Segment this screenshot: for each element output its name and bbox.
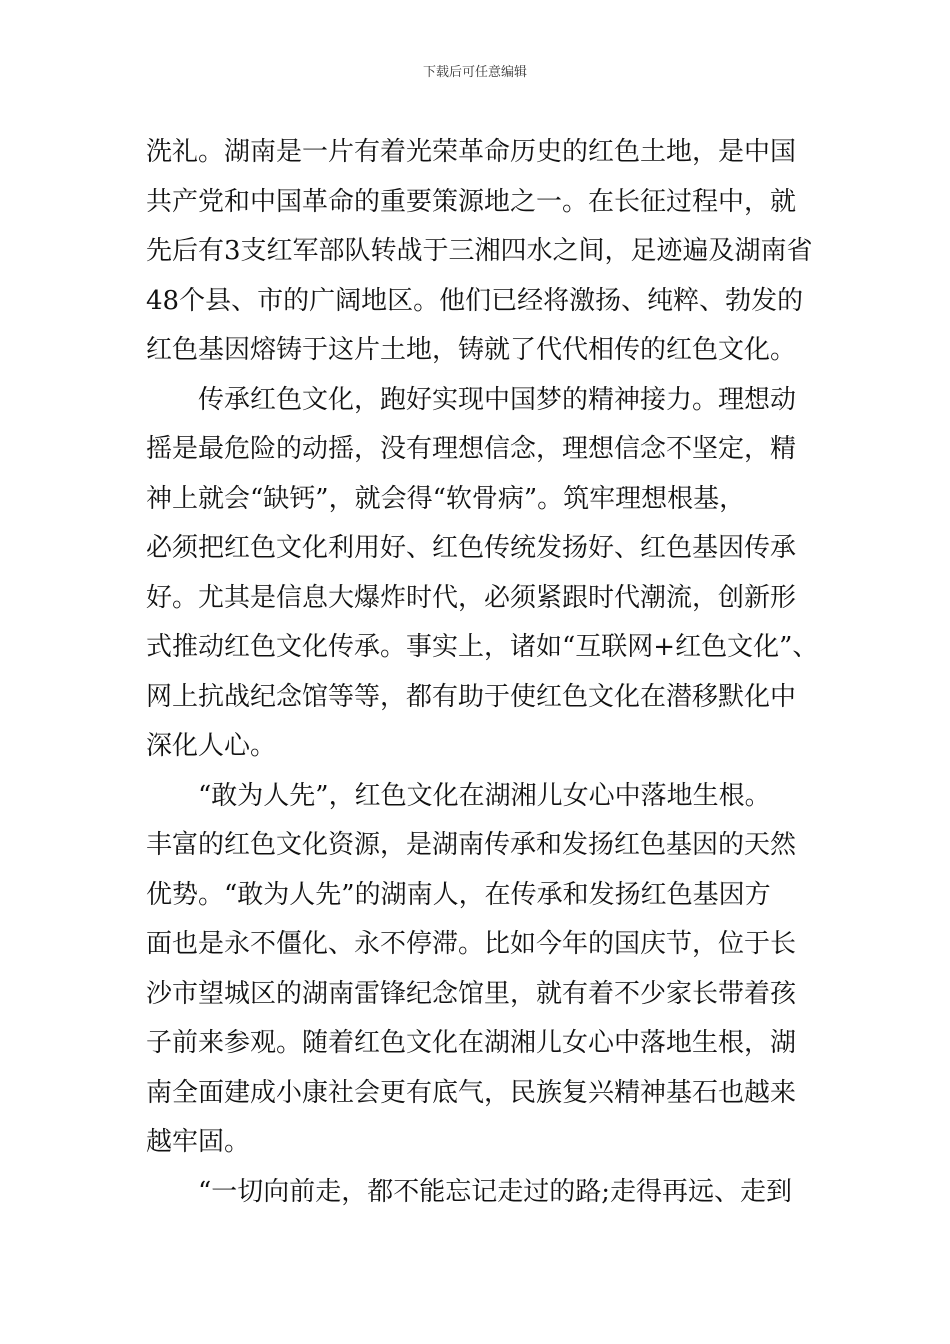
paragraph-3 (146, 772, 810, 1168)
text-line: “敢为人先”，红色文化在湖湘儿女心中落地生根。 (198, 780, 771, 811)
text-line: 红色基因熔铸于这片土地，铸就了代代相传的红色文化。 (146, 335, 797, 365)
text-line: 神上就会“缺钙”，就会得“软骨病”。筑牢理想根基， (146, 483, 746, 514)
text-line: 面也是永不僵化、永不停滞。比如今年的国庆节，位于长 (146, 929, 797, 959)
text-line: 南全面建成小康社会更有底气，民族复兴精神基石也越来 (146, 1077, 797, 1108)
text-line: 网上抗战纪念馆等等，都有助于使红色文化在潜移默化中 (146, 681, 797, 712)
paragraph-2 (146, 376, 819, 772)
text-line: 丰富的红色文化资源，是湖南传承和发扬红色基因的天然 (146, 830, 797, 860)
body-text (146, 128, 819, 1217)
text-line: 越牢固。 (146, 1127, 251, 1157)
text-line: 好。尤其是信息大爆炸时代，必须紧跟时代潮流，创新形 (146, 582, 797, 613)
text-line: 共产党和中国革命的重要策源地之一。在长征过程中，就 (146, 186, 797, 217)
text-line: 深化人心。 (146, 731, 277, 761)
text-line: 摇是最危险的动摇，没有理想信念，理想信念不坚定，精 (146, 434, 797, 464)
paragraph-1 (146, 128, 813, 376)
text-line: 48个县、市的广阔地区。他们已经将激扬、纯粹、勃发的 (146, 285, 804, 316)
text-line: 优势。“敢为人先”的湖南人，在传承和发扬红色基因方 (146, 879, 771, 910)
text-line: 必须把红色文化利用好、红色传统发扬好、红色基因传承 (146, 533, 797, 563)
text-line: 子前来参观。随着红色文化在湖湘儿女心中落地生根，湖 (146, 1028, 797, 1058)
text-line: 先后有3支红军部队转战于三湘四水之间，足迹遍及湖南省 (146, 236, 813, 266)
page-header: 下载后可任意编辑 (422, 65, 527, 80)
text-line: “一切向前走，都不能忘记走过的路;走得再远、走到 (198, 1176, 793, 1207)
text-line: 沙市望城区的湖南雷锋纪念馆里，就有着不少家长带着孩 (146, 978, 797, 1009)
text-line: 洗礼。湖南是一片有着光荣革命历史的红色土地，是中国 (146, 137, 797, 167)
text-line: 式推动红色文化传承。事实上，诸如“互联网+红色文化”、 (146, 632, 819, 662)
paragraph-4 (146, 1168, 810, 1218)
text-line: 传承红色文化，跑好实现中国梦的精神接力。理想动 (198, 384, 797, 415)
